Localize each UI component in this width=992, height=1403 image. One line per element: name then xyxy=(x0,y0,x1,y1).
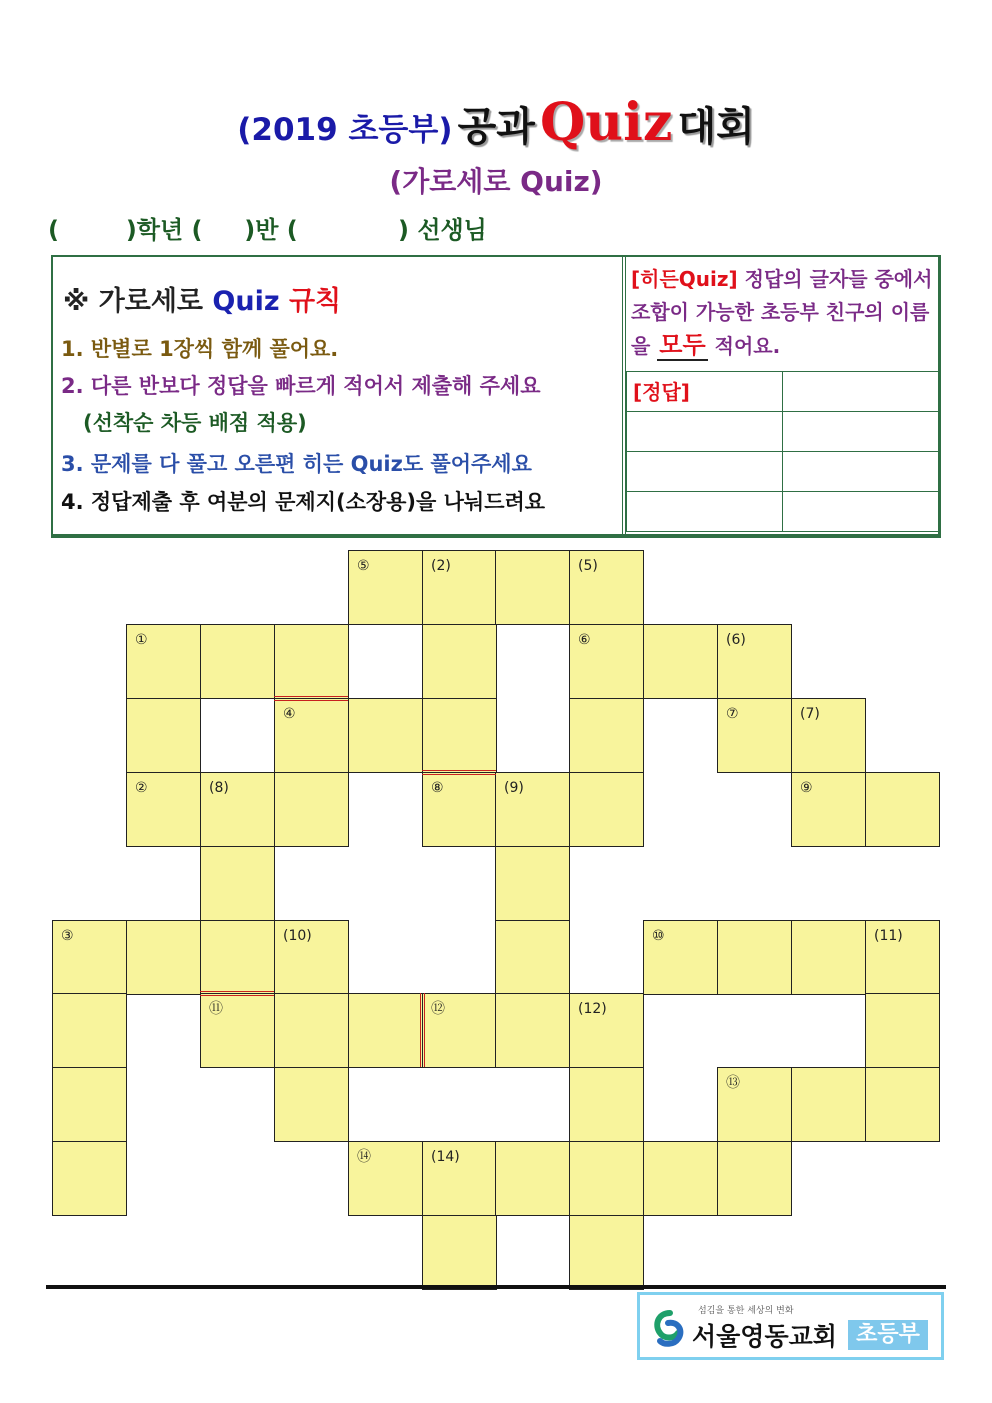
clue-number: ③ xyxy=(61,928,74,944)
title-quiz: Quiz xyxy=(539,92,673,153)
crossword-cell[interactable] xyxy=(865,772,940,847)
crossword-cell[interactable] xyxy=(495,1141,570,1216)
crossword-cell[interactable] xyxy=(495,846,570,921)
clue-number: (10) xyxy=(283,928,312,944)
crossword-cell[interactable] xyxy=(274,624,349,699)
crossword-cell[interactable] xyxy=(274,920,349,995)
hidden-letter-marker xyxy=(274,696,348,701)
crossword-cell[interactable] xyxy=(52,920,127,995)
crossword-cell[interactable] xyxy=(569,772,644,847)
crossword-cell[interactable] xyxy=(865,993,940,1068)
clue-number: (6) xyxy=(726,632,746,648)
hidden-letter-marker xyxy=(422,770,496,775)
clue-number: ⑭ xyxy=(357,1149,371,1165)
clue-number: ⑤ xyxy=(357,558,370,574)
answer-cell[interactable] xyxy=(783,412,939,452)
crossword-cell[interactable] xyxy=(200,772,275,847)
subtitle: (가로세로 Quiz) xyxy=(389,165,603,198)
rules-panel xyxy=(53,257,621,534)
rule-item-4: 4. 정답제출 후 여분의 문제지(소장용)을 나눠드려요 xyxy=(61,490,546,514)
crossword-cell[interactable] xyxy=(569,1215,644,1290)
answer-cell[interactable] xyxy=(627,372,783,412)
crossword-cell[interactable] xyxy=(274,1067,349,1142)
clue-number: ⑪ xyxy=(209,1001,223,1017)
crossword-cell[interactable] xyxy=(717,1141,792,1216)
title-main-right: 대회 xyxy=(677,104,755,150)
crossword-cell[interactable] xyxy=(274,993,349,1068)
clue-number: ① xyxy=(135,632,148,648)
clue-number: (9) xyxy=(504,780,524,796)
crossword-cell[interactable] xyxy=(422,772,497,847)
clue-number: ⑬ xyxy=(726,1075,740,1091)
clue-number: (12) xyxy=(578,1001,607,1017)
crossword-cell[interactable] xyxy=(643,624,718,699)
crossword-cell[interactable] xyxy=(422,1141,497,1216)
crossword-cell[interactable] xyxy=(200,846,275,921)
church-dept: 초등부 xyxy=(848,1320,928,1350)
rule-item-1: 1. 반별로 1장씩 함께 풀어요. xyxy=(61,337,339,361)
rules-title-b: Quiz xyxy=(212,286,280,317)
crossword-cell[interactable] xyxy=(717,624,792,699)
crossword-cell[interactable] xyxy=(422,1215,497,1290)
clue-number: (14) xyxy=(431,1149,460,1165)
crossword-cell[interactable] xyxy=(422,993,497,1068)
crossword-cell[interactable] xyxy=(865,920,940,995)
crossword-cell[interactable] xyxy=(274,772,349,847)
clue-number: (7) xyxy=(800,706,820,722)
crossword-cell[interactable] xyxy=(200,920,275,995)
rule-item-2-note: (선착순 차등 배점 적용) xyxy=(83,411,307,435)
rule-item-2: 2. 다른 반보다 정답을 빠르게 적어서 제출해 주세요 xyxy=(61,374,541,398)
clue-number: (8) xyxy=(209,780,229,796)
clue-number: ⑩ xyxy=(652,928,665,944)
answer-label: [정답] xyxy=(633,380,690,404)
crossword-cell[interactable] xyxy=(495,920,570,995)
clue-number: ⑧ xyxy=(431,780,444,796)
crossword-cell[interactable] xyxy=(200,993,275,1068)
crossword-cell[interactable] xyxy=(569,1067,644,1142)
clue-number: ⑫ xyxy=(431,1001,445,1017)
crossword-cell[interactable] xyxy=(791,772,866,847)
hidden-quiz-label: [히든Quiz] xyxy=(631,267,738,291)
church-slogan: 섬김을 통한 세상의 변화 xyxy=(698,1306,794,1316)
title-main-left: 공과 xyxy=(457,104,535,150)
crossword-cell[interactable] xyxy=(422,550,497,625)
crossword-cell[interactable] xyxy=(422,698,497,773)
crossword-cell[interactable] xyxy=(717,698,792,773)
crossword-cell[interactable] xyxy=(348,1141,423,1216)
crossword-cell[interactable] xyxy=(495,993,570,1068)
class-name-line: ( )학년 ( )반 ( ) 선생님 xyxy=(48,216,487,244)
crossword-cell[interactable] xyxy=(569,624,644,699)
clue-number: ⑨ xyxy=(800,780,813,796)
church-name: 서울영동교회 xyxy=(692,1322,837,1351)
rule-item-3: 3. 문제를 다 풀고 오른편 히든 Quiz도 풀어주세요 xyxy=(61,452,532,476)
rules-heading xyxy=(63,279,341,318)
crossword-cell[interactable] xyxy=(791,920,866,995)
rules-title-c: 규칙 xyxy=(288,286,342,317)
crossword-cell[interactable] xyxy=(52,1067,127,1142)
clue-number: ⑥ xyxy=(578,632,591,648)
hidden-quiz-emphasis: 모두 xyxy=(659,331,706,359)
crossword-cell[interactable] xyxy=(348,550,423,625)
crossword-cell[interactable] xyxy=(717,920,792,995)
crossword-cell[interactable] xyxy=(274,698,349,773)
crossword-cell[interactable] xyxy=(569,698,644,773)
church-logo xyxy=(637,1292,944,1360)
crossword-cell[interactable] xyxy=(422,624,497,699)
rules-title-a: 가로세로 xyxy=(98,286,203,317)
hidden-quiz-text-b: 적어요. xyxy=(714,334,781,358)
crossword-cell[interactable] xyxy=(643,1141,718,1216)
hidden-letter-marker xyxy=(200,991,274,996)
crossword-cell[interactable] xyxy=(569,550,644,625)
rules-mark: ※ xyxy=(63,286,90,317)
answer-cell[interactable] xyxy=(627,412,783,452)
hidden-quiz-instructions xyxy=(631,263,936,363)
crossword-cell[interactable] xyxy=(791,1067,866,1142)
crossword-cell[interactable] xyxy=(126,772,201,847)
crossword-cell[interactable] xyxy=(126,698,201,773)
clue-number: (2) xyxy=(431,558,451,574)
crossword-cell[interactable] xyxy=(52,1141,127,1216)
clue-number: ④ xyxy=(283,706,296,722)
crossword-cell[interactable] xyxy=(643,920,718,995)
crossword-cell[interactable] xyxy=(495,772,570,847)
crossword-cell[interactable] xyxy=(126,920,201,995)
crossword-cell[interactable] xyxy=(495,550,570,625)
crossword-cell[interactable] xyxy=(200,624,275,699)
answer-cell[interactable] xyxy=(783,492,939,532)
answer-cell[interactable] xyxy=(627,492,783,532)
crossword-cell[interactable] xyxy=(717,1067,792,1142)
answer-cell[interactable] xyxy=(783,372,939,412)
answer-table xyxy=(626,371,939,532)
clue-number: ⑦ xyxy=(726,706,739,722)
crossword-cell[interactable] xyxy=(52,993,127,1068)
crossword-cell[interactable] xyxy=(126,624,201,699)
clue-number: (5) xyxy=(578,558,598,574)
church-logo-icon xyxy=(652,1309,688,1349)
answer-cell[interactable] xyxy=(783,452,939,492)
page-title xyxy=(0,92,992,153)
crossword-cell[interactable] xyxy=(865,1067,940,1142)
crossword-cell[interactable] xyxy=(569,993,644,1068)
bottom-rule xyxy=(46,1285,946,1289)
crossword-cell[interactable] xyxy=(569,1141,644,1216)
rules-box xyxy=(51,255,941,538)
title-prefix: (2019 초등부) xyxy=(237,112,453,148)
hidden-letter-marker xyxy=(420,993,425,1067)
crossword-cell[interactable] xyxy=(348,698,423,773)
crossword-cell[interactable] xyxy=(791,698,866,773)
answer-cell[interactable] xyxy=(627,452,783,492)
clue-number: (11) xyxy=(874,928,903,944)
hidden-quiz-text-a: 정답의 글자들 중에서 조합이 가능한 초등부 친구의 이름을 xyxy=(631,267,933,358)
clue-number: ② xyxy=(135,780,148,796)
crossword-cell[interactable] xyxy=(348,993,423,1068)
